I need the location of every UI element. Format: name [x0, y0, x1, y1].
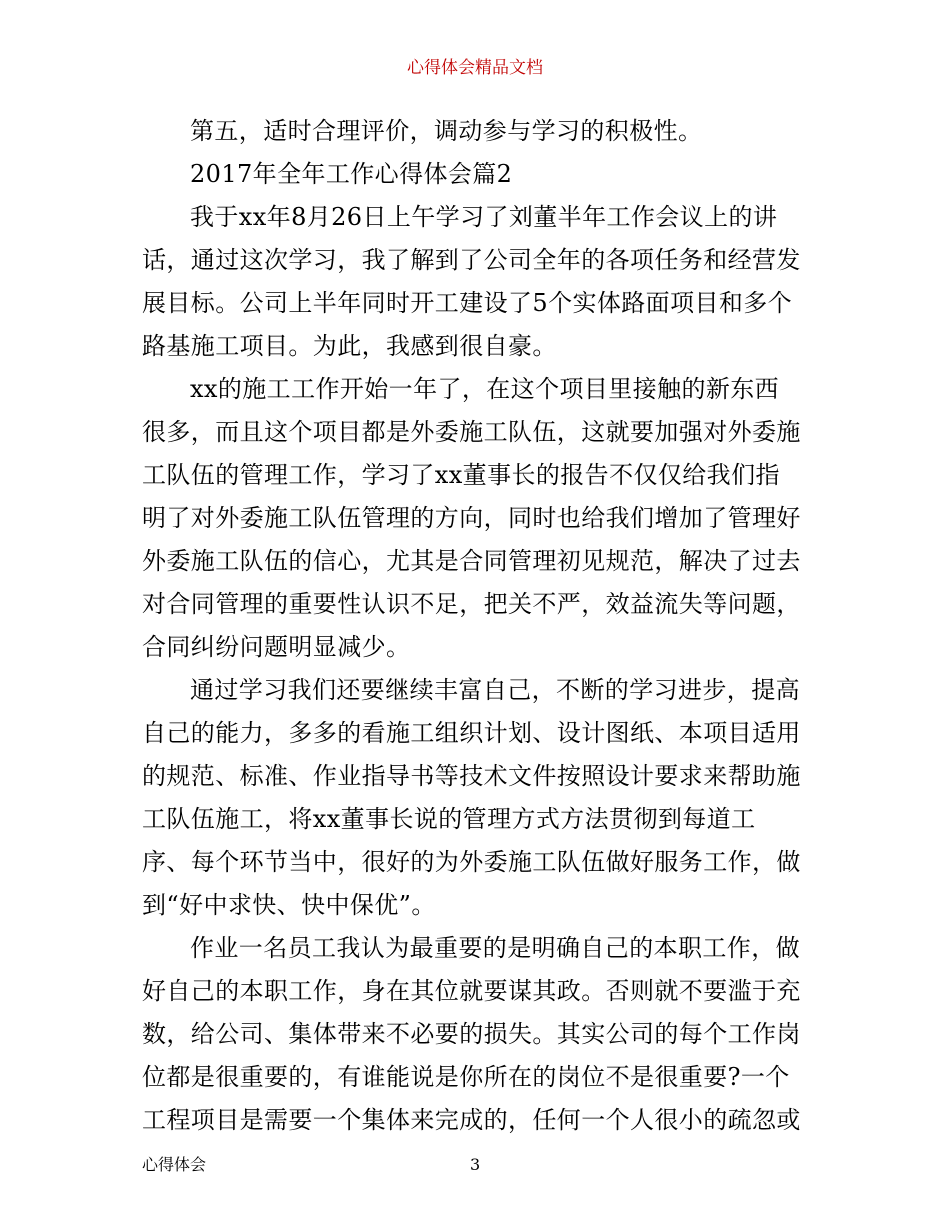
- body-line: 自己的能力，多多的看施工组织计划、设计图纸、本项目适用: [142, 719, 801, 747]
- body-line: 通过学习我们还要继续丰富自己，不断的学习进步，提高: [190, 676, 800, 704]
- body-line: 路基施工项目。为此，我感到很自豪。: [142, 332, 557, 360]
- footer-label: 心得体会: [142, 1155, 207, 1174]
- body-line: 很多，而且这个项目都是外委施工队伍，这就要加强对外委施: [142, 418, 801, 446]
- body-line: 合同纠纷问题明显减少。: [142, 633, 411, 661]
- body-line: 好自己的本职工作，身在其位就要谋其政。否则就不要滥于充: [142, 977, 801, 1005]
- body-line: 对合同管理的重要性认识不足，把关不严，效益流失等问题，: [142, 590, 801, 618]
- body-line: 序、每个环节当中，很好的为外委施工队伍做好服务工作，做: [142, 848, 801, 876]
- document-header-title: 心得体会精品文档: [407, 58, 543, 78]
- body-line: 位都是很重要的，有谁能说是你所在的岗位不是很重要?一个: [142, 1063, 790, 1091]
- section-heading: 2017年全年工作心得体会篇2: [190, 160, 513, 188]
- page-number: 3: [470, 1155, 481, 1174]
- body-line: 展目标。公司上半年同时开工建设了5个实体路面项目和多个: [142, 289, 793, 317]
- body-line: 第五，适时合理评价，调动参与学习的积极性。: [190, 117, 703, 145]
- body-line: 的规范、标准、作业指导书等技术文件按照设计要求来帮助施: [142, 762, 801, 790]
- body-line: 我于xx年8月26日上午学习了刘董半年工作会议上的讲: [190, 203, 778, 231]
- body-line: 作业一名员工我认为最重要的是明确自己的本职工作，做: [190, 934, 800, 962]
- body-line: 明了对外委施工队伍管理的方向，同时也给我们增加了管理好: [142, 504, 801, 532]
- body-line: xx的施工工作开始一年了，在这个项目里接触的新东西: [190, 375, 780, 403]
- body-line: 话，通过这次学习，我了解到了公司全年的各项任务和经营发: [142, 246, 801, 274]
- body-line: 数，给公司、集体带来不必要的损失。其实公司的每个工作岗: [142, 1020, 801, 1048]
- body-line: 外委施工队伍的信心，尤其是合同管理初见规范，解决了过去: [142, 547, 801, 575]
- body-line: 工程项目是需要一个集体来完成的，任何一个人很小的疏忽或: [142, 1106, 801, 1134]
- document-body: [142, 110, 812, 1142]
- body-line: 工队伍施工，将xx董事长说的管理方式方法贯彻到每道工: [142, 805, 756, 833]
- body-line: 工队伍的管理工作，学习了xx董事长的报告不仅仅给我们指: [142, 461, 780, 489]
- body-line: 到“好中求快、快中保优”。: [142, 891, 436, 919]
